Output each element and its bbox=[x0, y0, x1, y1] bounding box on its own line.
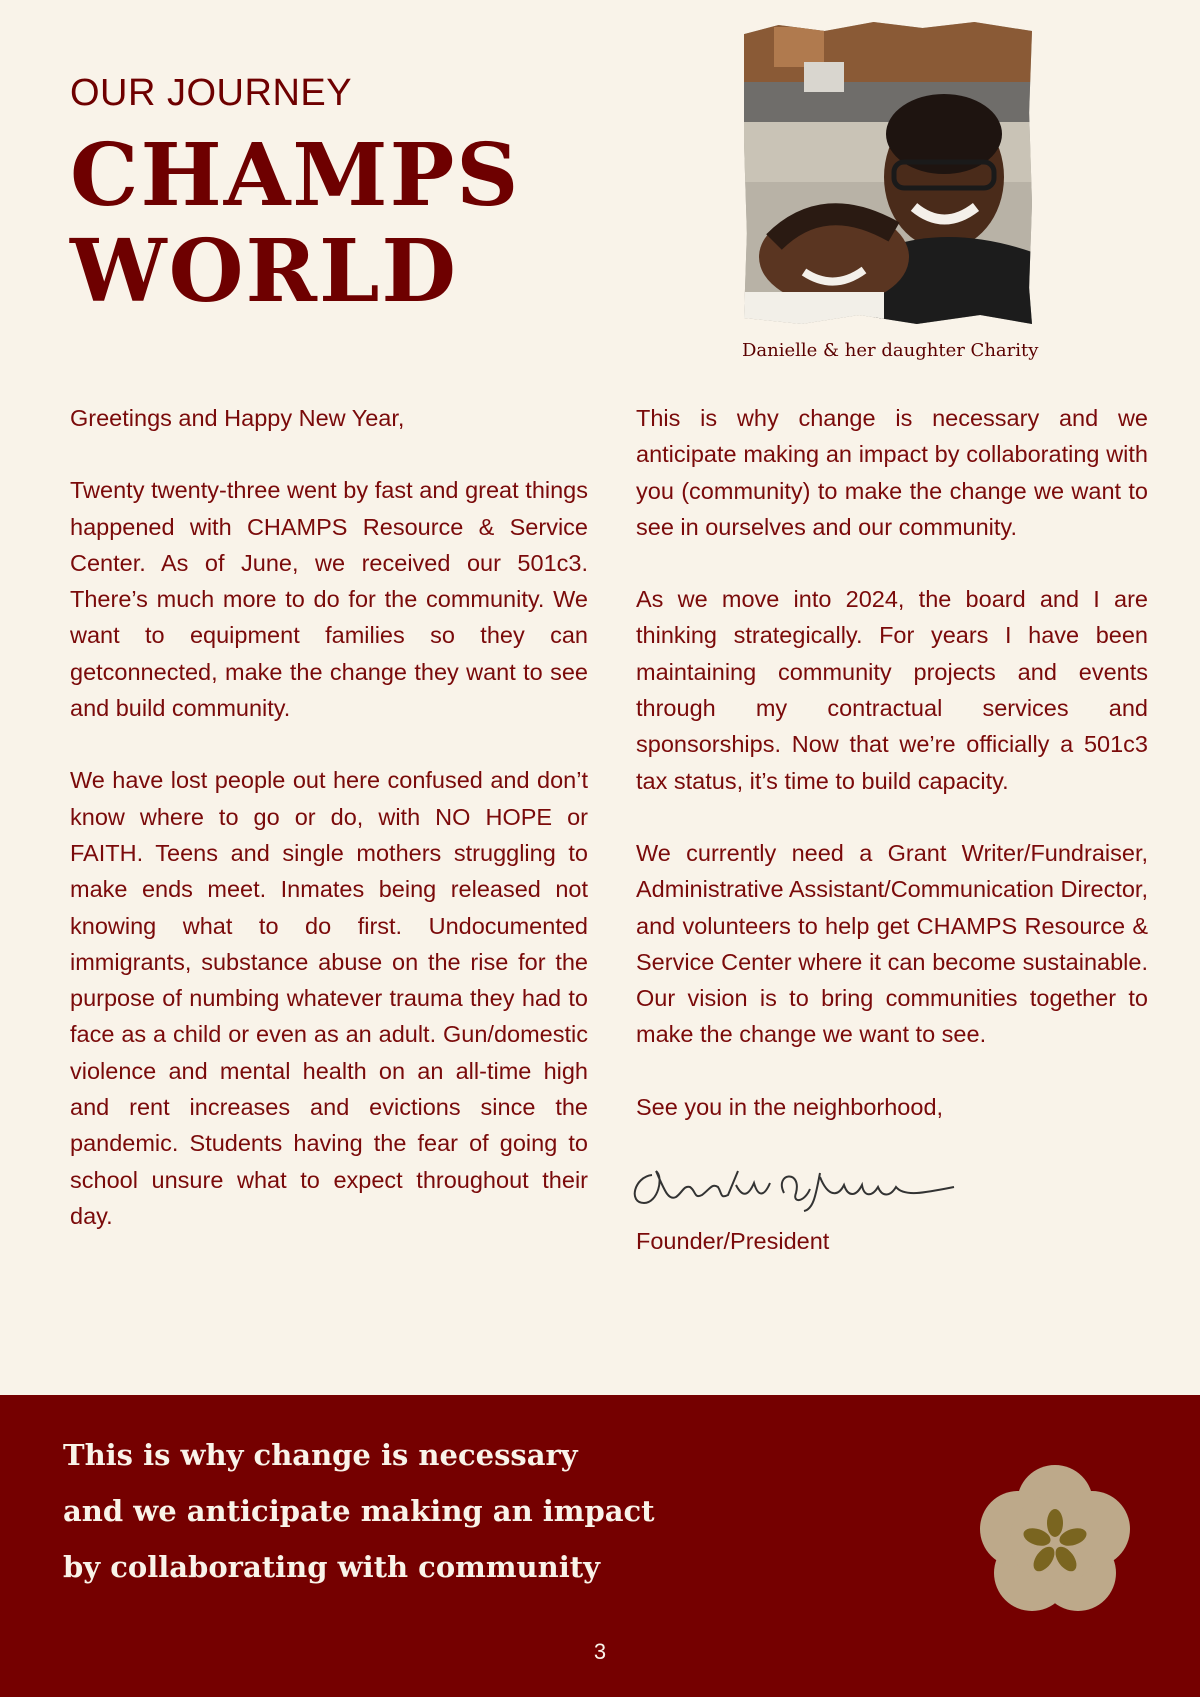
letter-paragraph: This is why change is necessary and we anticipate making an impact by collaborating with you (community) to make the change we want to see in ourselves and our community. bbox=[636, 405, 1148, 540]
signoff: See you in the neighborhood, bbox=[636, 1093, 944, 1120]
founder-photo bbox=[744, 22, 1032, 324]
flower-icon bbox=[980, 1465, 1130, 1615]
footer-banner bbox=[0, 1395, 1200, 1697]
greeting: Greetings and Happy New Year, bbox=[70, 405, 405, 431]
title-line-2: WORLD bbox=[70, 221, 459, 322]
letter-column-right bbox=[636, 400, 1148, 1296]
section-kicker: OUR JOURNEY bbox=[70, 72, 353, 114]
signer-role: Founder/President bbox=[636, 1228, 830, 1255]
page-number: 3 bbox=[593, 1639, 607, 1664]
photo-caption: Danielle & her daughter Charity bbox=[742, 340, 1039, 361]
title-line-1: CHAMPS bbox=[70, 125, 521, 226]
letter-paragraph: We currently need a Grant Writer/Fundraiser, Administrative Assistant/Communication Director, and volunteers to help get CHAMPS Resource & Service Center where it can become sustainable. Our vision is to bring communities together to make the change we want to see. bbox=[636, 839, 1148, 1048]
pull-quote bbox=[63, 1427, 655, 1595]
letter-paragraph: Twenty twenty-three went by fast and great things happened with CHAMPS Resource & Service Center. As of June, we received our 501c3. There’s much more to do for the community. We want to equipment families so they can getconnected, make the change they want to see and build community. bbox=[70, 477, 588, 722]
letter-paragraph: We have lost people out here confused and don’t know where to go or do, with NO HOPE or FAITH. Teens and single mothers struggling to make ends meet. Inmates being released not knowing what to do first. Undocumented immigrants, substance abuse on the rise for the purpose of numbing whatever trauma they had to face as a child or even as an adult. Gun/domestic violence and mental health on an all-time high and rent increases and evictions since the pandemic. Students having the fear of going to school unsure what to expect throughout their day. bbox=[70, 767, 588, 1229]
page-title bbox=[70, 125, 521, 322]
letter-paragraph: As we move into 2024, the board and I are thinking strategically. For years I have been maintaining community projects and events through my contractual services and sponsorships. Now that we’re officially a 501c3 tax status, it’s time to build capacity. bbox=[636, 586, 1148, 794]
letter-column-left bbox=[70, 400, 588, 1270]
pull-quote-line-3: by collaborating with community bbox=[63, 1550, 600, 1584]
pull-quote-line-2: and we anticipate making an impact bbox=[63, 1494, 655, 1528]
signature-graphic bbox=[624, 1163, 964, 1213]
pull-quote-line-1: This is why change is necessary bbox=[63, 1438, 578, 1472]
photo-illustration bbox=[744, 22, 1032, 324]
